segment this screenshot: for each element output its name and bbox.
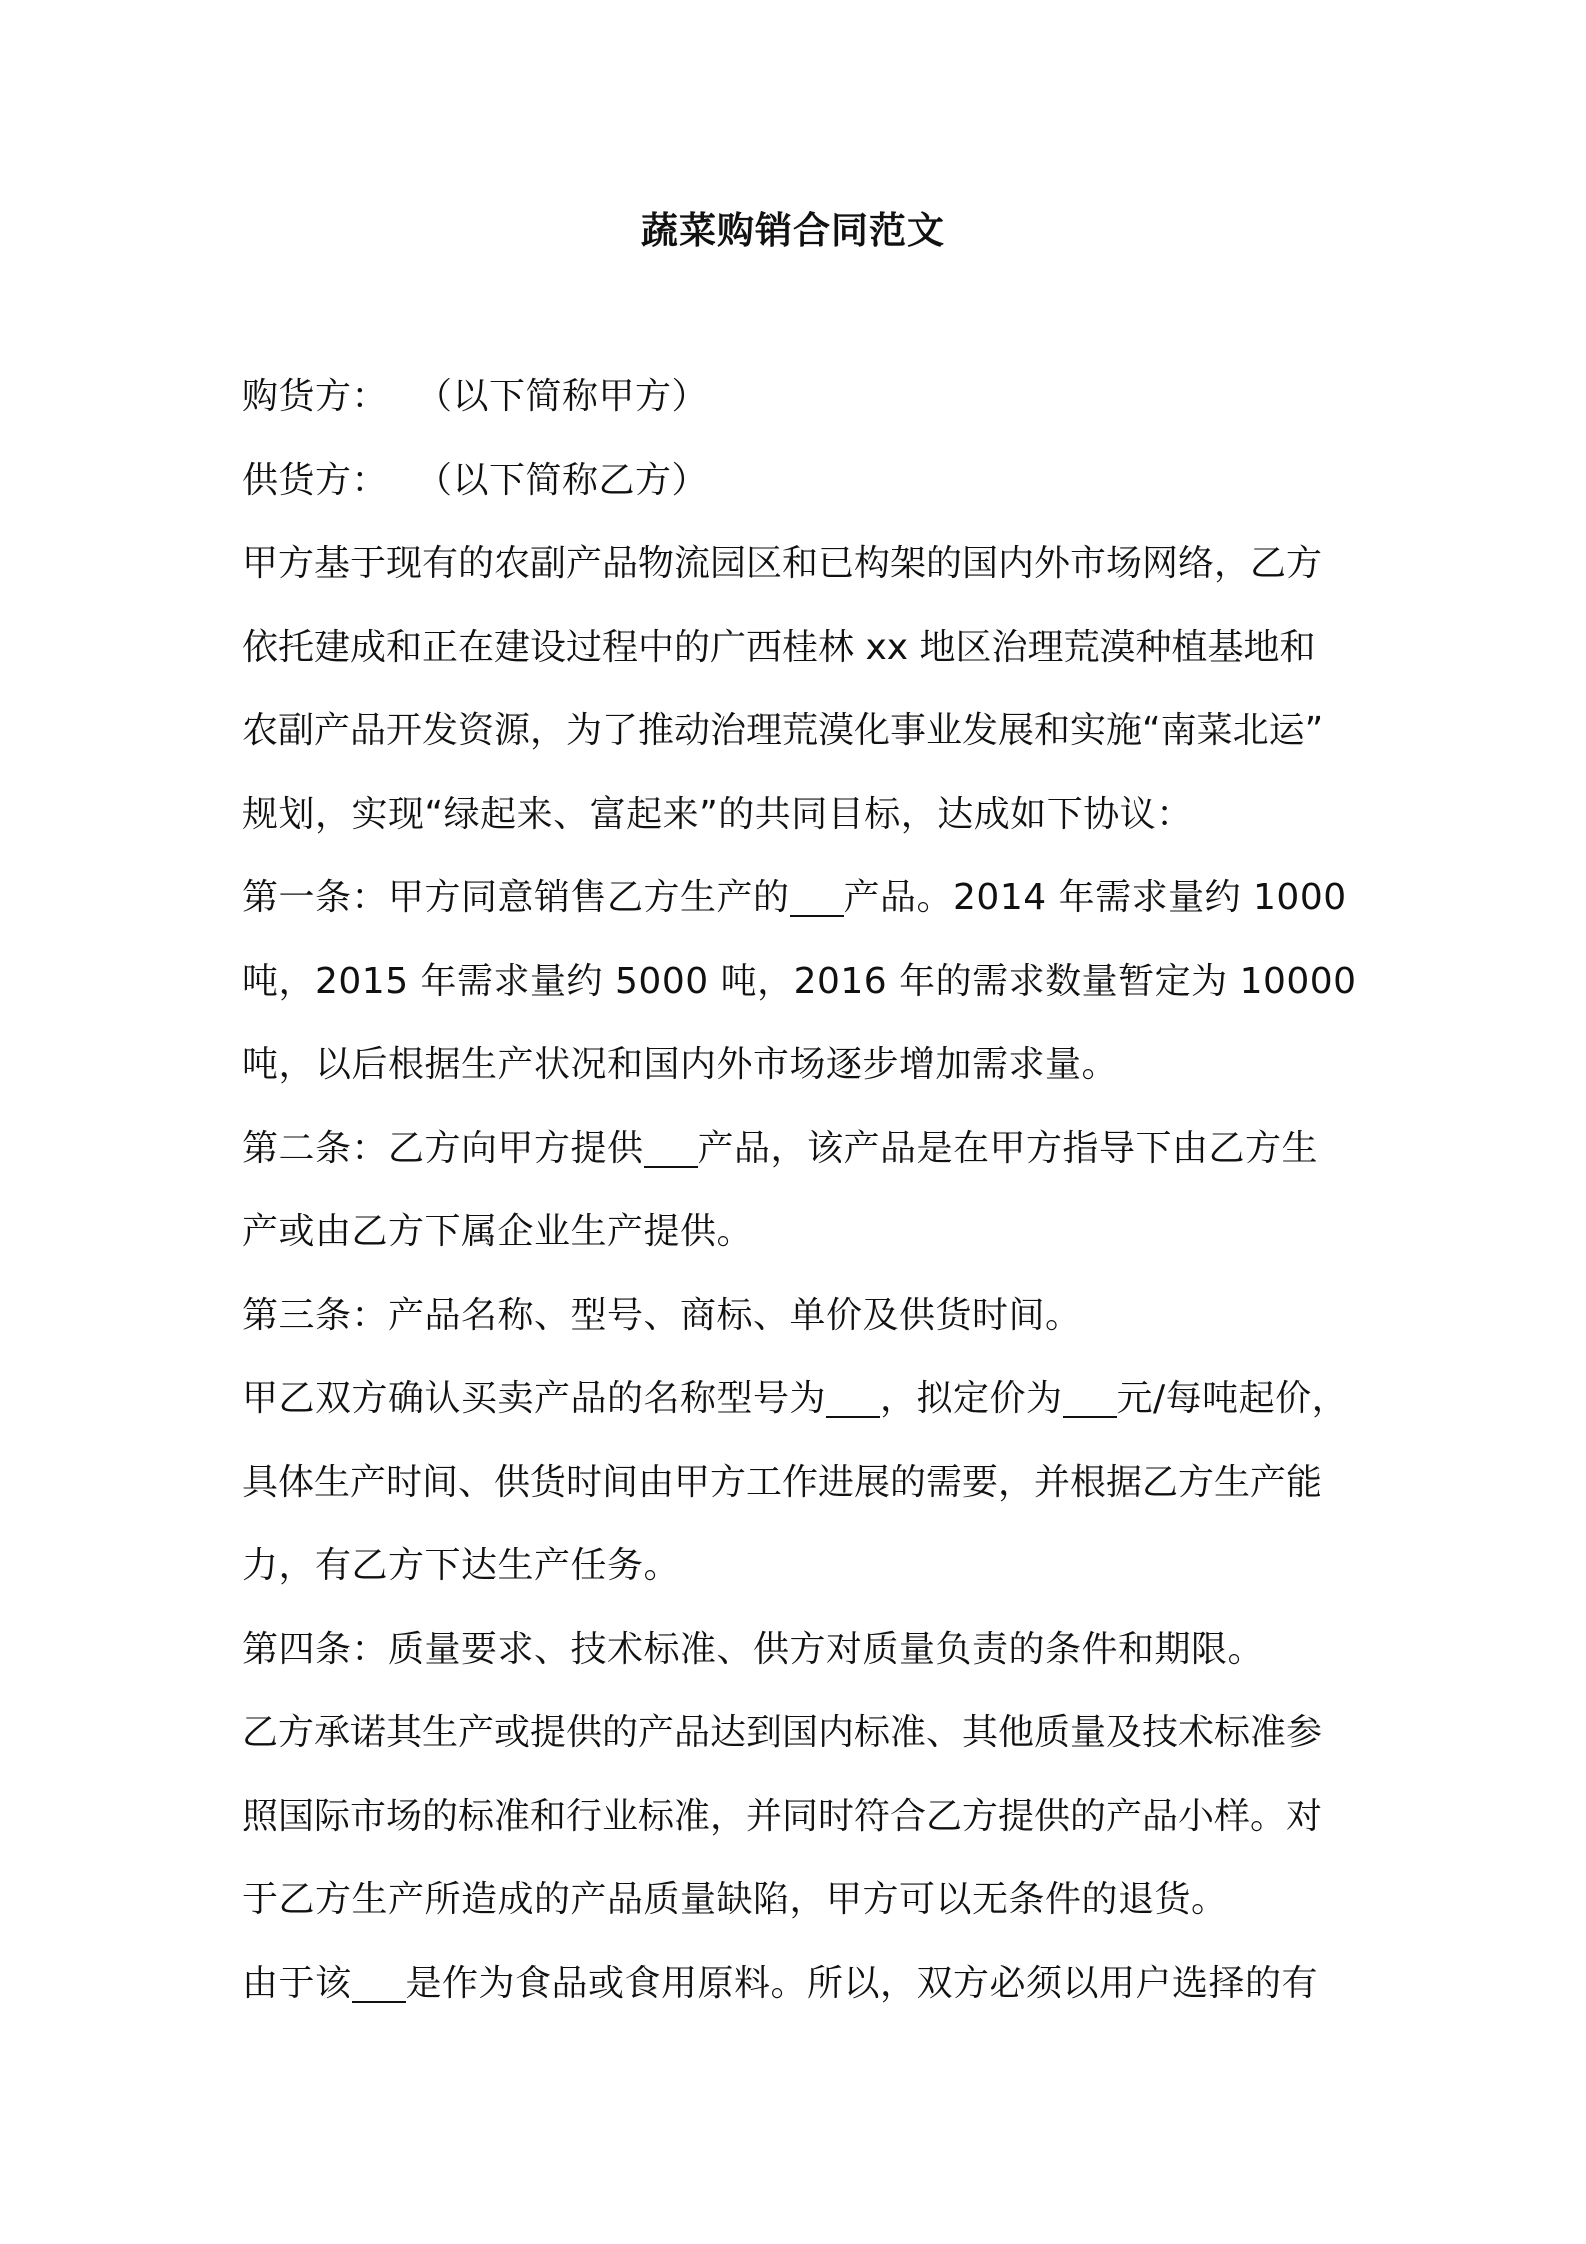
article-2-text: 第二条：乙方向甲方提供: [242, 1127, 644, 1169]
article-1-line: 吨，以后根据生产状况和国内外市场逐步增加需求量。: [242, 1044, 1119, 1085]
article-4-line: 乙方承诺其生产或提供的产品达到国内标准、其他质量及技术标准参: [242, 1712, 1323, 1753]
article-3-line: 力，有乙方下达生产任务。: [242, 1545, 681, 1586]
article-4-line: 于乙方生产所造成的产品质量缺陷，甲方可以无条件的退货。: [242, 1879, 1228, 1920]
article-2-line: 产或由乙方下属企业生产提供。: [242, 1211, 754, 1252]
blank-line: [352, 1965, 406, 2003]
blank-line: [826, 1380, 880, 1418]
article-3-text: 甲乙双方确认买卖产品的名称型号为: [242, 1378, 827, 1419]
seller-line: [242, 439, 1352, 523]
article-3-title: 第三条：产品名称、型号、商标、单价及供货时间。: [242, 1294, 1082, 1336]
intro-line: 依托建成和正在建设过程中的广西桂林 xx 地区治理荒漠种植基地和: [242, 626, 1316, 668]
intro-line: 甲方基于现有的农副产品物流园区和已构架的国内外市场网络，乙方: [242, 543, 1323, 584]
article-3-text: 元/每吨起价，: [1116, 1378, 1349, 1419]
final-text: 是作为食品或食用原料。所以，双方必须以用户选择的有: [405, 1962, 1319, 2004]
intro-line: 农副产品开发资源，为了推动治理荒漠化事业发展和实施“南菜北运”: [242, 710, 1324, 751]
seller-label: 供货方：: [242, 459, 389, 501]
final-text: 由于该: [242, 1962, 352, 2004]
article-1-line: [242, 856, 1352, 940]
seller-note: （以下简称乙方）: [416, 459, 709, 501]
article-3-text: ，拟定价为: [880, 1378, 1063, 1419]
intro-line: 规划，实现“绿起来、富起来”的共同目标，达成如下协议：: [242, 793, 1193, 835]
blank-line: [790, 879, 844, 917]
buyer-note: （以下简称甲方）: [416, 376, 709, 417]
article-3-line: [242, 1357, 1352, 1441]
article-1-text: 产品。2014 年需求量约 1000: [843, 877, 1347, 918]
article-2-line: [242, 1107, 1352, 1191]
article-3-line: 具体生产时间、供货时间由甲方工作进展的需要，并根据乙方生产能: [242, 1461, 1323, 1503]
blank-line: [1063, 1380, 1117, 1418]
blank-line: [644, 1130, 698, 1168]
document-title: 蔬菜购销合同范文: [641, 209, 945, 252]
article-4-line: 照国际市场的标准和行业标准，并同时符合乙方提供的产品小样。对: [242, 1795, 1323, 1837]
document-body: [242, 355, 1357, 2025]
final-line: [242, 1942, 1352, 2026]
article-4-title: 第四条：质量要求、技术标准、供方对质量负责的条件和期限。: [242, 1628, 1265, 1670]
article-1-text: 第一条：甲方同意销售乙方生产的: [242, 877, 790, 918]
article-1-line: 吨，2015 年需求量约 5000 吨，2016 年的需求数量暂定为 10000: [242, 960, 1357, 1002]
buyer-line: [242, 355, 1352, 439]
article-2-text: 产品，该产品是在甲方指导下由乙方生: [697, 1127, 1319, 1169]
buyer-label: 购货方：: [242, 376, 389, 417]
